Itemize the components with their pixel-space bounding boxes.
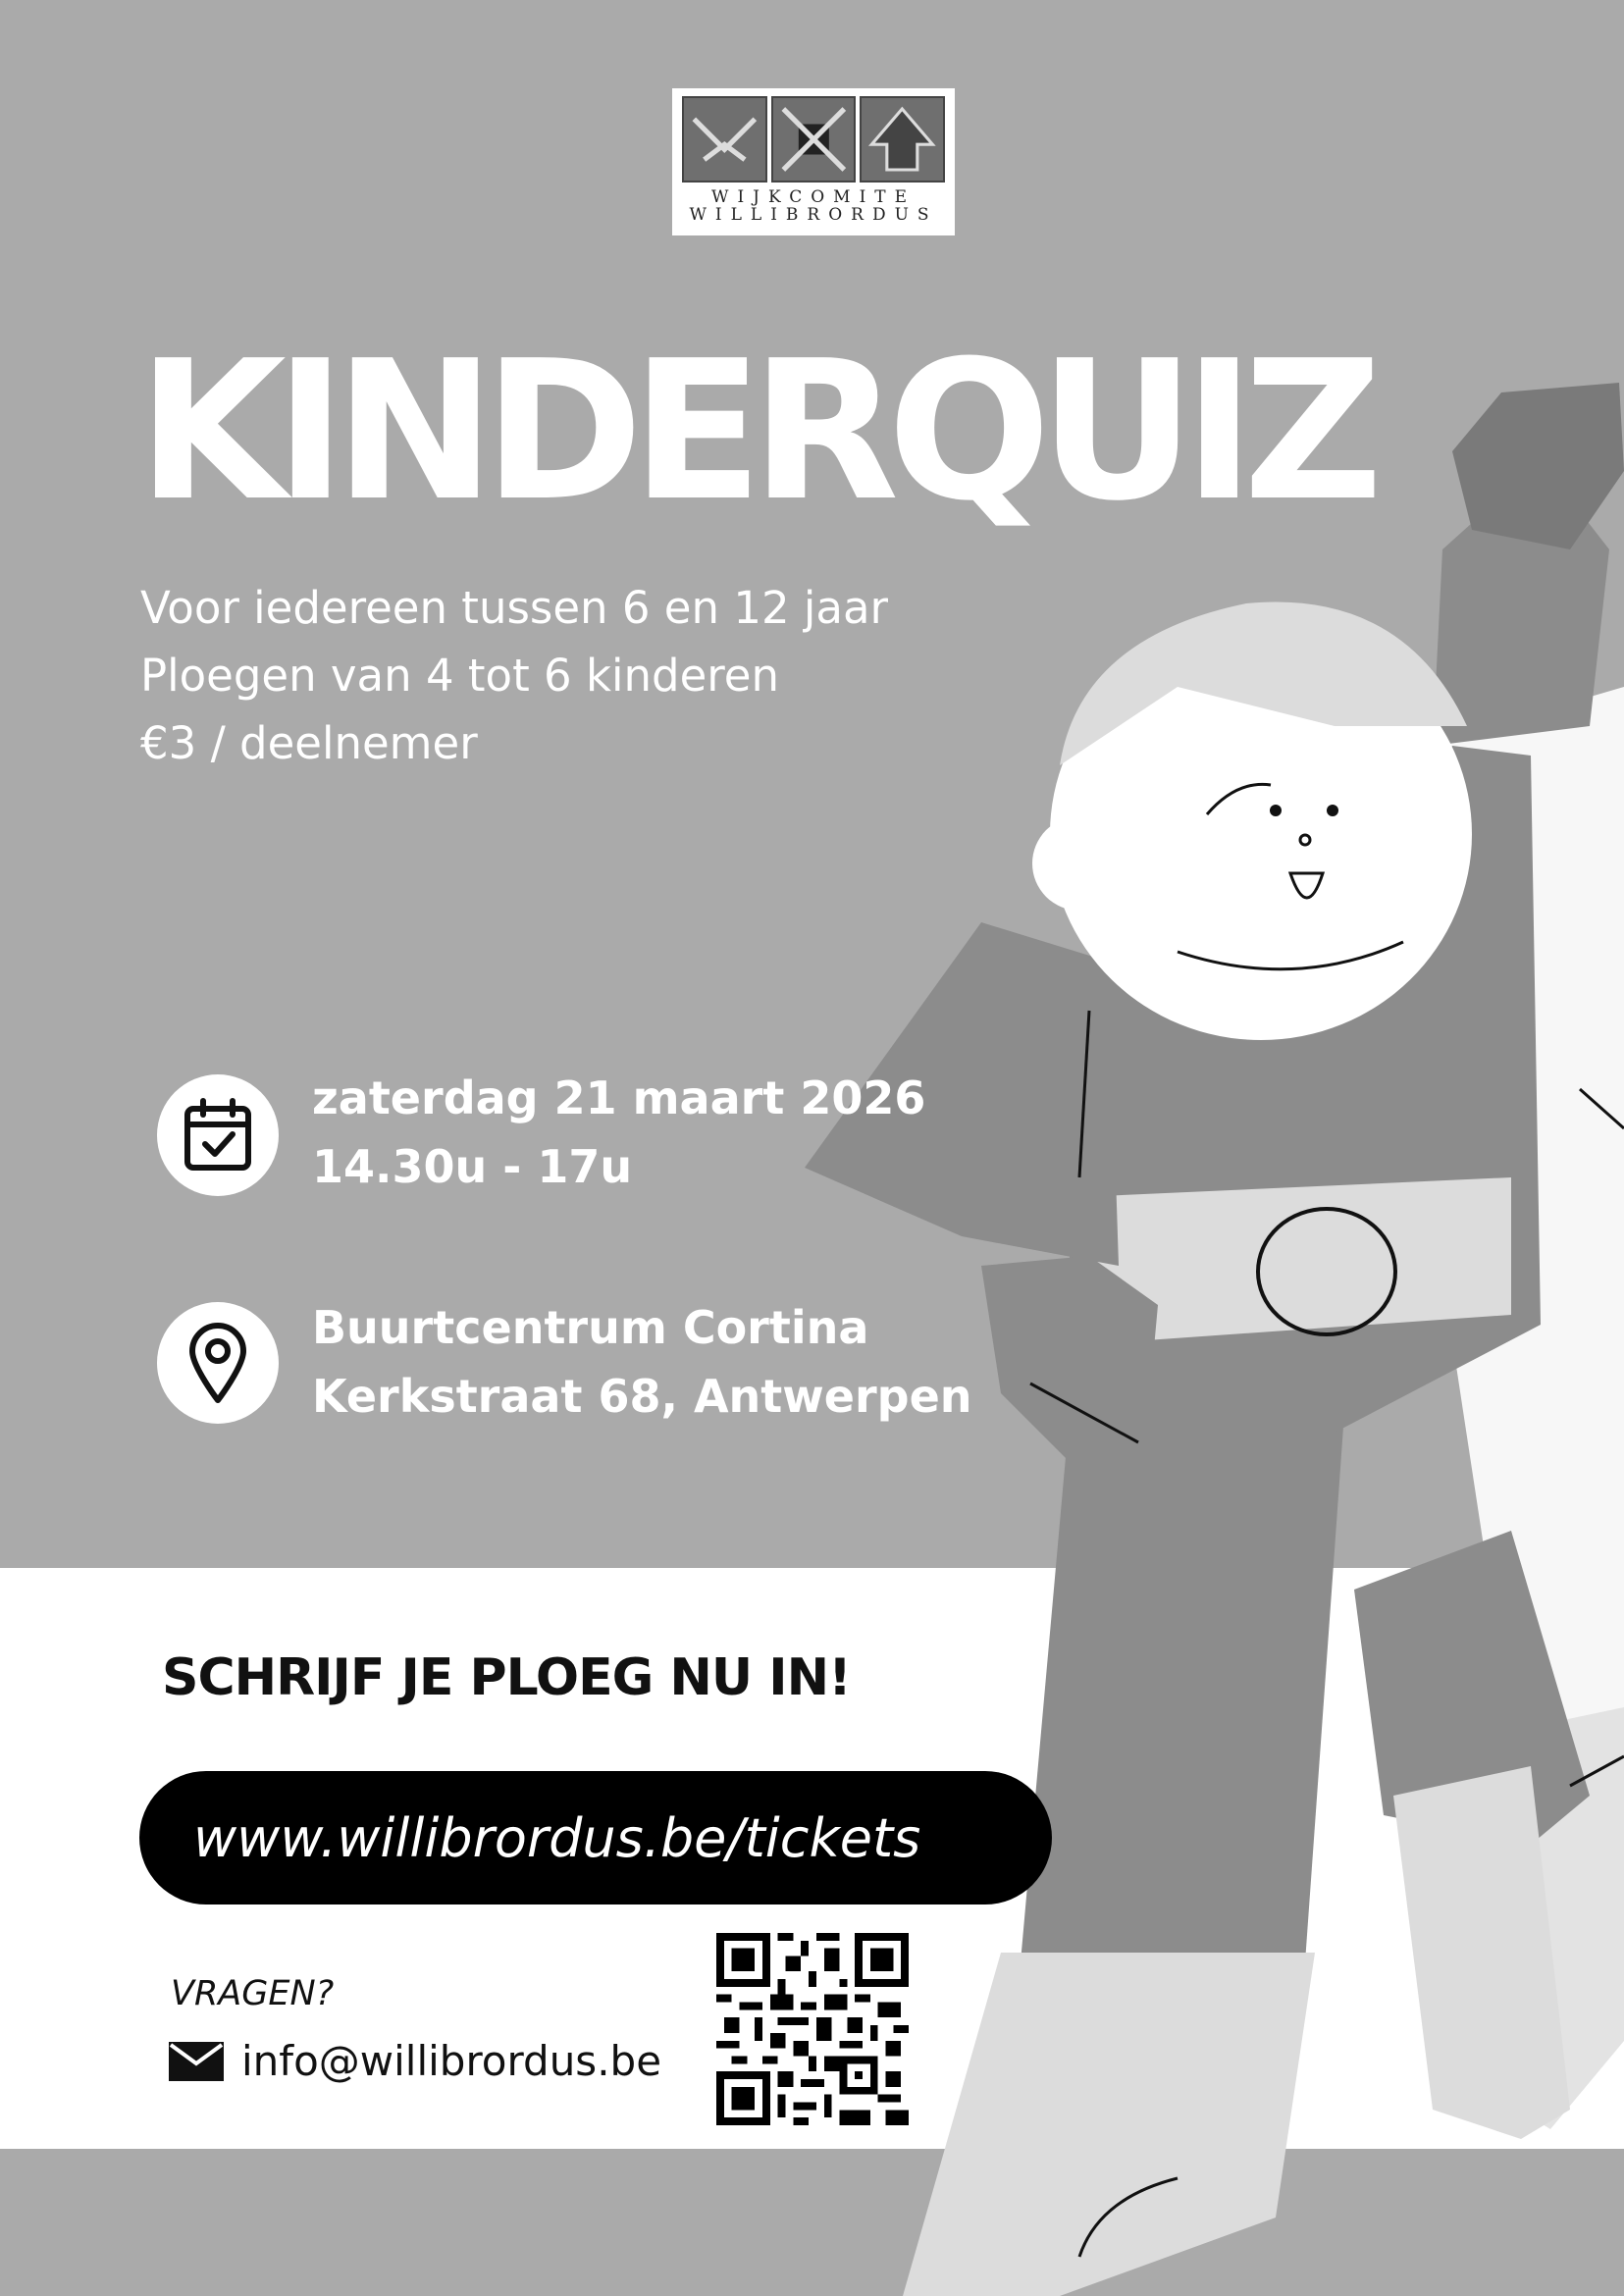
signup-cta: SCHRIJF JE PLOEG NU IN! [162, 1648, 851, 1707]
info-age: Voor iedereen tussen 6 en 12 jaar [140, 582, 889, 634]
wijkcomite-logo [672, 88, 955, 235]
logo-text-line1: WIJKCOMITE [710, 187, 917, 207]
logo-mosaic [682, 96, 945, 183]
logo-text-line2: WILLIBRORDUS [689, 205, 938, 225]
info-teams: Ploegen van 4 tot 6 kinderen [140, 650, 780, 702]
contact-email-row[interactable] [169, 2037, 661, 2085]
calendar-check-icon [157, 1074, 279, 1196]
event-date: zaterdag 21 maart 2026 [312, 1071, 926, 1124]
qr-code[interactable] [716, 1933, 909, 2125]
poster-title: KINDERQUIZ [137, 320, 1372, 544]
event-address: Kerkstraat 68, Antwerpen [312, 1370, 972, 1423]
tickets-url[interactable]: www.willibrordus.be/tickets [193, 1806, 921, 1869]
event-location-block [312, 1293, 972, 1431]
questions-label: VRAGEN? [171, 1974, 335, 2013]
logo-tile-icon [860, 96, 945, 183]
event-time: 14.30u - 17u [312, 1140, 633, 1193]
event-date-block [312, 1064, 925, 1201]
envelope-icon [169, 2042, 224, 2081]
logo-tile-icon [771, 96, 857, 183]
tickets-link[interactable] [139, 1771, 1052, 1905]
event-venue: Buurtcentrum Cortina [312, 1301, 869, 1354]
contact-email[interactable]: info@willibrordus.be [241, 2037, 662, 2085]
map-pin-icon [157, 1302, 279, 1424]
info-block [140, 574, 888, 777]
info-price: €3 / deelnemer [140, 717, 478, 769]
logo-tile-icon [682, 96, 767, 183]
